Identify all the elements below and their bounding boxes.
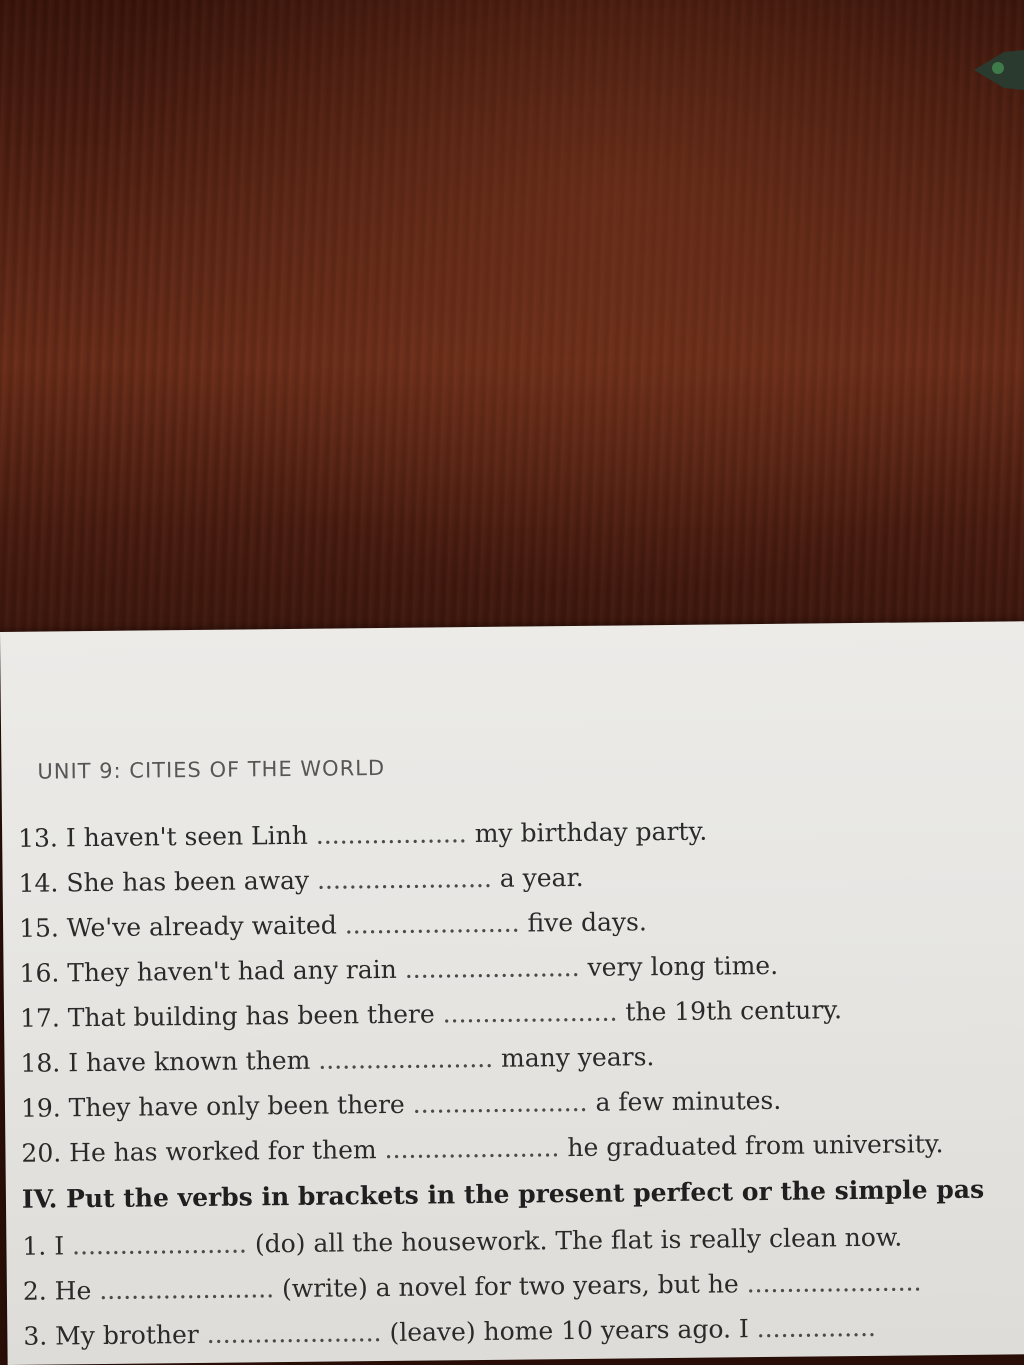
item-text: the 19th century. bbox=[625, 995, 843, 1027]
blank: ...................... bbox=[384, 1133, 560, 1165]
blank: ...................... bbox=[412, 1087, 588, 1119]
item-number: 20. bbox=[21, 1138, 62, 1168]
blank: ...................... bbox=[206, 1318, 382, 1349]
item-number: 13. bbox=[18, 823, 59, 853]
item-number: 1. bbox=[22, 1231, 47, 1261]
unit-header: UNIT 9: CITIES OF THE WORLD bbox=[37, 755, 386, 784]
blank: ...................... bbox=[318, 1043, 494, 1075]
list-item bbox=[23, 1303, 1024, 1359]
item-text: my birthday party. bbox=[474, 816, 708, 849]
blank: ............... bbox=[756, 1312, 877, 1344]
item-text: That building has been there bbox=[67, 999, 435, 1033]
item-text: We've already waited bbox=[66, 910, 337, 943]
item-number: 15. bbox=[18, 913, 60, 943]
blank: ...................... bbox=[316, 863, 493, 895]
wooden-table bbox=[0, 0, 1024, 660]
blank: ................... bbox=[315, 819, 467, 850]
item-text: he graduated from university. bbox=[567, 1129, 944, 1163]
item-text: I have known them bbox=[68, 1045, 311, 1078]
item-number: 19. bbox=[20, 1093, 61, 1123]
blank: ...................... bbox=[746, 1267, 922, 1299]
pen-cap-icon bbox=[964, 40, 1024, 100]
item-text: (do) all the housework. The flat is really clean now. bbox=[254, 1222, 903, 1259]
item-text: a year. bbox=[499, 862, 584, 893]
section-title: IV. Put the verbs in brackets in the present perfect or the simple pas bbox=[21, 1174, 985, 1214]
item-text: They haven't had any rain bbox=[67, 954, 397, 988]
blank: ...................... bbox=[442, 997, 618, 1029]
item-text: I haven't seen Linh bbox=[65, 820, 309, 853]
item-number: 3. bbox=[23, 1321, 48, 1351]
blank: ...................... bbox=[344, 908, 520, 940]
item-text: very long time. bbox=[587, 950, 779, 982]
worksheet-paper bbox=[0, 621, 1024, 1365]
exercise-list bbox=[18, 805, 1024, 1359]
blank: ...................... bbox=[404, 952, 580, 984]
item-text: I bbox=[54, 1231, 65, 1261]
item-text: He bbox=[54, 1276, 92, 1306]
item-text: They have only been there bbox=[68, 1089, 405, 1123]
item-text: five days. bbox=[527, 907, 648, 938]
item-number: 16. bbox=[19, 958, 60, 988]
blank: ...................... bbox=[99, 1274, 275, 1305]
blank: ...................... bbox=[71, 1229, 248, 1261]
item-text: a few minutes. bbox=[595, 1085, 782, 1117]
item-number: 17. bbox=[19, 1003, 60, 1033]
item-text: My brother bbox=[55, 1319, 199, 1351]
item-text: She has been away bbox=[66, 865, 310, 898]
item-text: (leave) home 10 years ago. I bbox=[389, 1314, 749, 1347]
item-text: many years. bbox=[500, 1042, 655, 1073]
item-number: 2. bbox=[22, 1276, 47, 1306]
item-number: 14. bbox=[18, 868, 59, 898]
item-text: (write) a novel for two years, but he bbox=[281, 1269, 739, 1304]
item-text: He has worked for them bbox=[69, 1135, 377, 1168]
item-number: 18. bbox=[20, 1048, 61, 1078]
